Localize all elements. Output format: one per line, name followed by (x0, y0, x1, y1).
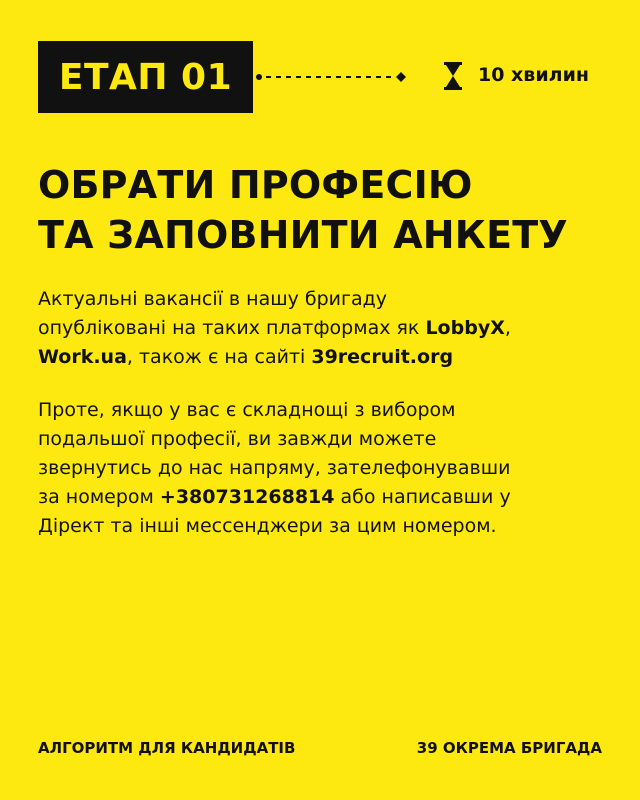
paragraph-line: Проте, якщо у вас є складнощі з вибором (38, 399, 456, 421)
page-title (38, 160, 618, 260)
paragraph-line: Work.ua, також є на сайті 39recruit.org (38, 346, 454, 368)
paragraph-line: Дірект та інші мессенджери за цим номером. (38, 515, 497, 537)
duration-label: 10 хвилин (478, 64, 590, 86)
dotted-connector (256, 69, 406, 85)
contact-paragraph (38, 396, 618, 541)
paragraph-line: подальшої професії, ви завжди можете (38, 428, 437, 450)
stage-label: ЕТАП 01 (58, 56, 233, 98)
footer-right-label: 39 ОКРЕМА БРИГАДА (416, 739, 602, 757)
stage-badge (38, 41, 253, 113)
paragraph-line: за номером +380731268814 або написавши у (38, 486, 511, 508)
paragraph-line: звернутись до нас напряму, зателефонувавши (38, 457, 511, 479)
paragraph-line: Актуальні вакансії в нашу бригаду (38, 288, 388, 310)
paragraph-line: опубліковані на таких платформах як LobbyX, (38, 317, 511, 339)
website-link: 39recruit.org (311, 346, 454, 368)
vacancies-paragraph (38, 285, 618, 372)
workua-link: Work.ua (38, 346, 127, 368)
title-line-1: ОБРАТИ ПРОФЕСІЮ (38, 163, 473, 207)
footer-left-label: АЛГОРИТМ ДЛЯ КАНДИДАТІВ (38, 739, 296, 757)
phone-number: +380731268814 (159, 486, 335, 508)
hourglass-icon (444, 62, 462, 90)
title-line-2: ТА ЗАПОВНИТИ АНКЕТУ (38, 213, 568, 257)
lobbyx-link: LobbyX (425, 317, 505, 339)
